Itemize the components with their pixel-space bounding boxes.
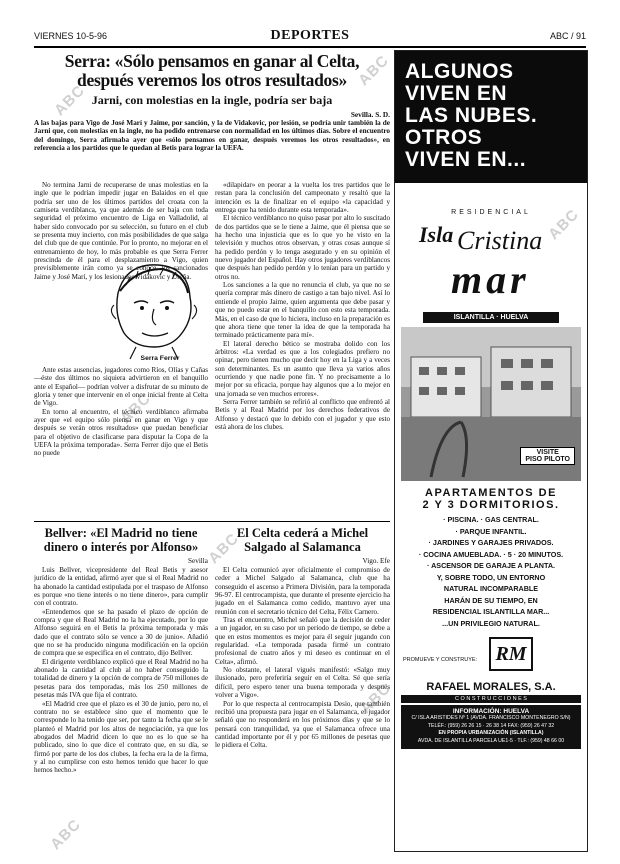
watermark: ABC xyxy=(47,815,85,854)
ad-tagline-block: ALGUNOS VIVEN EN LAS NUBES. OTROS VIVEN EN... xyxy=(395,51,587,183)
ad-building-photo xyxy=(401,327,581,481)
main-body-col1: No termina Jarni de recuperarse de unas molestias en la ingle que le podrían impedir jugar en Balaídos en el que podría ser uno de los últimos partidos del croata con la camiseta verdiblanca, ya que además de ser baja con toda seguridad el próximo encuentro de Liga en Valladolid, al haber sido convocado por su selección, su futuro en el club se presenta muy incierto, con más posibilidades de que salga del club que de que continúe. Por lo pronto, no mejorar en el entrenamiento de hoy, lo más probable es que Serra Ferrer prescinda de él para el desplazamiento a Vigo, quien previsiblemente irán como ya se conoce, los sancionados Jaime y José Marí, y los lesionados Vidakovic y Ureña. xyxy=(34,181,208,281)
divider xyxy=(34,521,390,522)
watermark: ABC xyxy=(357,679,395,718)
rm-logo: RM xyxy=(489,637,533,671)
ad-visit-box: VISITE PISO PILOTO xyxy=(520,447,575,465)
page-header xyxy=(34,28,586,48)
watermark: ABC xyxy=(545,205,583,244)
portrait-caption: Serra Ferrer xyxy=(140,355,180,362)
advertisement xyxy=(394,50,588,852)
main-body-col1-cont: Ante estas ausencias, jugadores como Ríos, Olías y Cañas —éste dos últimos no siquiera advirtieron en el banquillo ante el Español— podrían volver a disfrutar de su minuto de gloria y tener que intervenir en el once inicial frente al Celta de Vigo. En torno al encuentro, el técnico verdiblanco afirmaba ayer que «el equipo sólo piensa en ganar en Vigo y que después se verán otros resultados» que puedan beneficiar para el objetivo de clasificarse para disputar la Copa de la UEFA la próxima temporada». Serra Ferrer dijo que el Betis no puede xyxy=(34,366,208,458)
watermark: ABC xyxy=(355,51,393,90)
main-dateline: Sevilla. S. D. xyxy=(350,110,390,119)
ad-location-tag: ISLANTILLA · HUELVA xyxy=(423,312,559,323)
main-lead: A las bajas para Vigo de José Marí y Jaime, por sanción, y la de Vidakovic, por lesión, se podría unir también la de Jarni que, con molestias en la ingle, no ha podido entrenarse con normalidad en los últimos días. Sobre el encuentro del domingo, Serra afirmaba ayer que «sólo pensamos en ganar, después veremos los otros resultados», en referencia a los partidos que le quedan al Betis para lograr la UEFA. xyxy=(34,119,390,152)
ad-promoter: PROMUEVE Y CONSTRUYE: RM xyxy=(395,635,587,681)
section-title: DEPORTES xyxy=(270,28,350,43)
ad-residencial: RESIDENCIAL xyxy=(451,209,531,216)
issue-date: VIERNES 10-5-96 xyxy=(34,31,108,41)
bellver-dateline: Sevilla xyxy=(188,557,208,565)
watermark: ABC xyxy=(117,389,155,428)
ad-contact-info: INFORMACIÓN: HUELVA C/ ISLA ARISTIDES Nº 1 (AVDA. FRANCISCO MONTENEGRO S/N) TELÉF.: (959) 26 26 15 · 26 38 14 FAX: (959) 26 47 32 EN PROPIA URBANIZACIÓN (ISLANTILLA) AVDA. DE ISLANTILLA PARCELA UE1-5 · TLF.: (959) 48 66 00 xyxy=(401,705,581,749)
main-headline: Serra: «Sólo pensamos en ganar al Celta, después veremos los otros resultados» xyxy=(64,51,360,90)
bellver-headline: Bellver: «El Madrid no tiene dinero o interés por Alfonso» xyxy=(43,526,199,554)
page-number: ABC / 91 xyxy=(549,31,586,41)
ad-construcciones: C O N S T R U C C I O N E S xyxy=(401,695,581,703)
bellver-body: Luis Bellver, vicepresidente del Real Betis y asesor jurídico de la entidad, afirmó ayer que si el Real Madrid no ha abonado la cantidad estipulada por el traspaso de Alfonso es porque «no tiene interés o no tiene dinero», para cumplir con el contrato. «Entendemos que se ha pasado el plazo de opción de compra y que el Real Madrid no la ha ejecutado, por lo que Alfonso seguirá en el Betis la próxima temporada y más dado que el contrato sólo se vence a 30 de junio». Añadió que no se ha producido ninguna modificación en la opción de compra que se especifica en el contrato, dijo Bellver. El dirigente verdiblanco explicó que el Real Madrid no ha abonado la cantidad al club al no haber conseguido la totalidad de dinero y la opción de compra de 750 millones de pesetas para dos temporadas, más los 250 millones de pesetas más IVA que fija el contrato. «El Madrid cree que el plazo es el 30 de junio, pero no, el contrato no se establece sino que el momento que le corresponde lo ha tenido que ser, por tanto la fecha que se le planteó el Madrid por los altos de negociación, ya que los abogados del Madrid dicen lo que no es lo que se ha publicado, sino lo que dice el contrato que, en su día, se firmó por parte de los dos clubes, la fecha era la de la firma, y al no cumplirse con esto hemos tenido que hacer lo que hemos hecho.» xyxy=(34,566,208,775)
watermark: ABC xyxy=(205,529,243,568)
celta-dateline: Vigo. Efe xyxy=(362,557,390,565)
main-body-col2: «dilapidar» en peorar a la vuelta los tres partidos que le restan para la conclusión del campeonato y resaltó que la intención es la de finalizar en el equipo «la capacidad y entrega que ha tenido durante esta temporada». El técnico verdiblanco no quiso pasar por alto lo suscitado de dos partidos que se le tiene a Jaime, que él piensa que se ha hecho una injusticia que es lo que yo he visto en la televisión y muchos otros observan, y otras cosas aunque sí ha pedido perdón y lo tenga asegurado y en su opinión el nuevo jugador del Español. Hay otros jugadores verdiblancos que después han pedido perdón y lo tenían para un partido y otros no. Los sanciones a la que no renuncia el club, ya que no se quería comprar más dinero de castigo a tan bajo nivel. Así lo entiende el propio Jaime, quien argumenta que debe pasar y que no puedo estar en el banquillo con esto esta temporada. Más, en el caso de que lo hiciera, incluso en la preparación es que ahora tiene que tener la idea de que la temporada ha terminado prácticamente para mí». El lateral derecho bético se mostraba dolido con los árbitros: «La verdad es que a los colegiados prefiero no opinar, pero tienen mucho que decir hoy en la Liga y a veces son determinantes. Es un asunto que lleva ya varios años ocurriendo y que nadie pone fin. Y no precisamente a lo mejor por su eficacia, porque hay algunos que a lo mejor en una jornada se ven muchos errores». Serra Ferrer también se refirió al conflicto que enfrentó al Betis y al Real Madrid por los derechos federativos de Alfonso y destacó que lo debido con el jugador y que esto está ahora de los clubes. xyxy=(215,181,390,431)
ad-apartments-heading: APARTAMENTOS DE 2 Y 3 DORMITORIOS. xyxy=(422,487,560,511)
main-subheadline: Jarni, con molestias en la ingle, podría ser baja xyxy=(91,93,333,107)
portrait-illustration xyxy=(96,255,208,363)
ad-brand-logo: Isla Cristina mar xyxy=(419,222,543,302)
celta-body: El Celta comunicó ayer oficialmente el compromiso de ceder a Michel Salgado al Salamanca, club que ha conseguido el ascenso a Primera División, para la temporada 96-97. El centrocampista, que durante el presente ejercicio ha jugado en el Salamanca como cedido, mantuvo ayer una reunión con el secretario técnico del Celta, Félix Carnero. Tras el encuentro, Michel señaló que la decisión de ceder a un jugador, en su caso por un periodo de tiempo, se debe a que en estos momentos es mejor para él seguir jugando con regularidad. «La temporada pasada firmé un contrato profesional de cuatro años y mi deseo es continuar en el Celta», afirmó. No obstante, el lateral vigués manifestó: «Salgo muy ilusionado, pero preferiría seguir en el Celta. Sé que sería difícil, pero espero tener una buena temporada y después volver a Vigo». Por lo que respecta al centrocampista Desio, que también recibió una propuesta para jugar en el Salamanca, el jugador señaló que no responderá en los próximos días y que se lo pensará con tranquilidad, ya que el Salamanca ofrece una cantidad importante por él y por 65 millones de pesetas que le pidiera el Celta. xyxy=(215,566,390,750)
celta-headline: El Celta cederá a Michel Salgado al Salamanca xyxy=(236,526,369,554)
watermark: ABC xyxy=(51,81,89,120)
serra-ferrer-caricature xyxy=(96,255,208,363)
ad-features: · PISCINA. · GAS CENTRAL. · PARQUE INFANTIL. · JARDINES Y GARAJES PRIVADOS. · COCINA AMUEBLADA. · 5 · 20 MINUTOS. · ASCENSOR DE GARAJE A PLANTA. Y, SOBRE TODO, UN ENTORNO NATURAL INCOMPARABLE HARÁN DE SU TIEMPO, EN RESIDENCIAL ISLANTILLA MAR... ...UN PRIVILEGIO NATURAL. xyxy=(418,515,564,628)
ad-company: RAFAEL MORALES, S.A. xyxy=(426,681,556,693)
